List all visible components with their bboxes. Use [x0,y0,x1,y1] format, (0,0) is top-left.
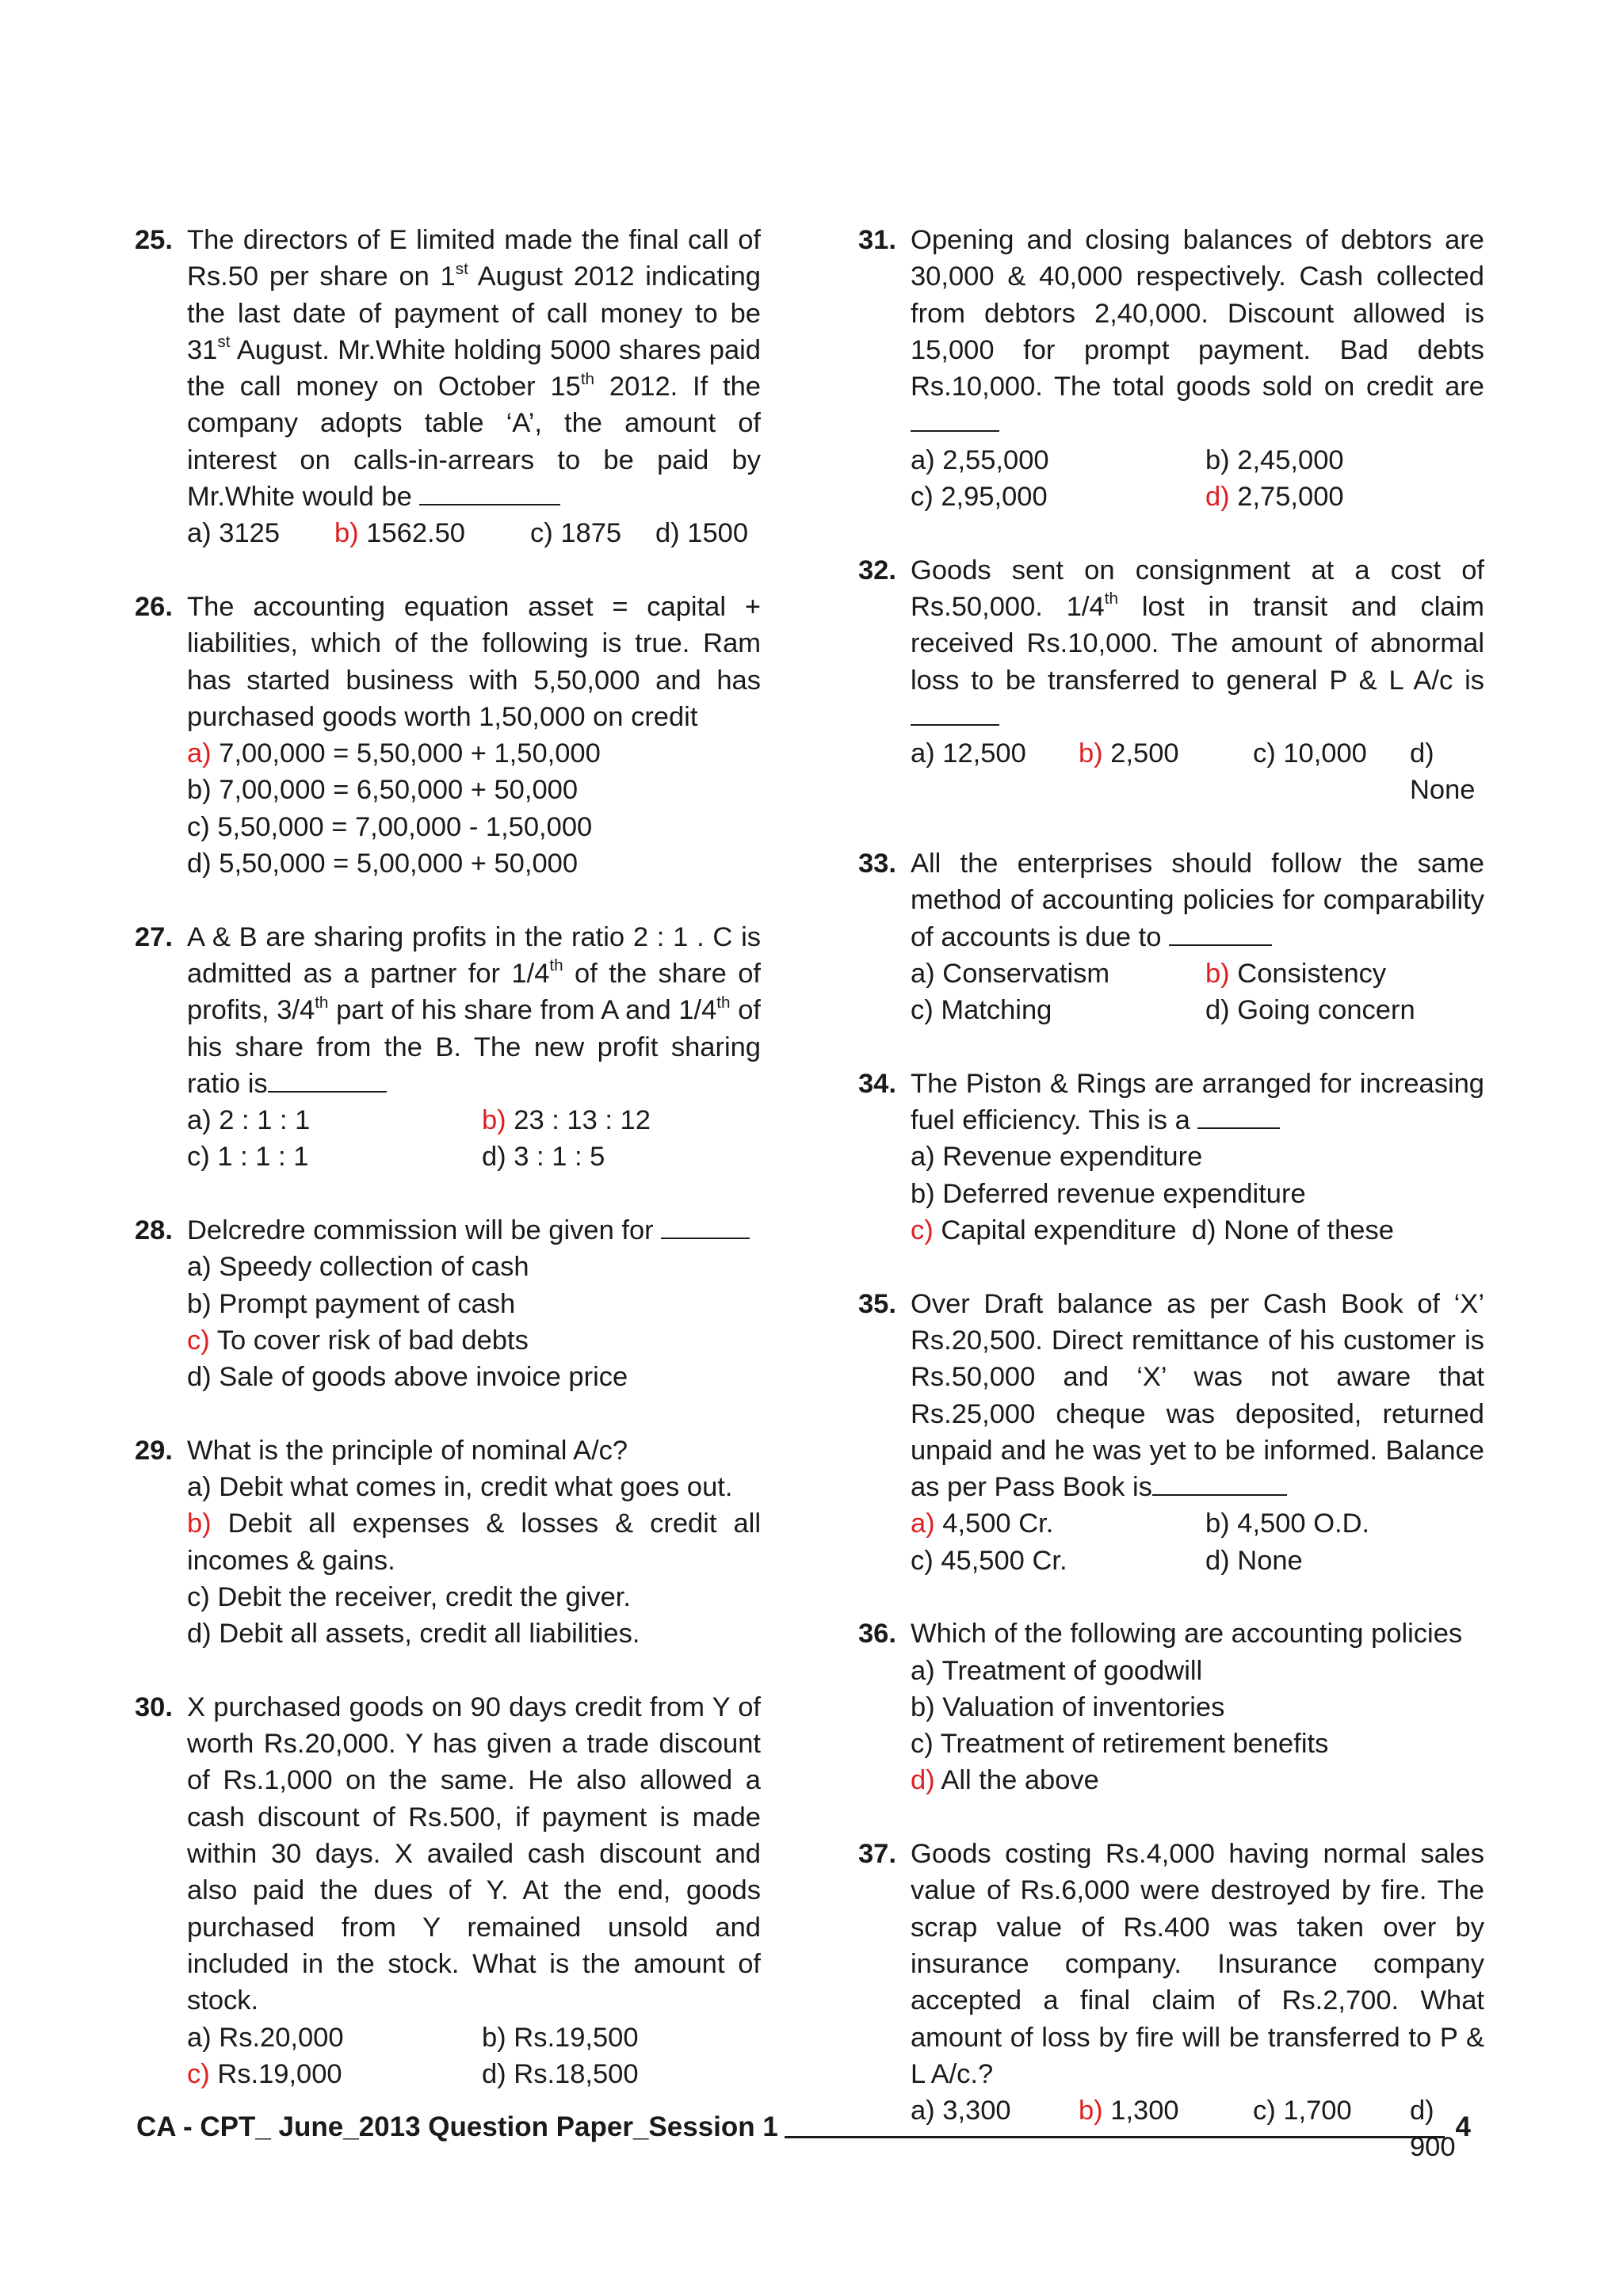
answer-blank [419,480,560,505]
option-b: b) Debit all expenses & losses & credit all incomes & gains. [187,1508,761,1576]
footer-title: CA - CPT_ June_2013 Question Paper_Session 1 [136,2111,778,2142]
option-d: d) None of these [1191,1215,1394,1246]
option-c: c) 1,700 [1253,2096,1352,2126]
option-c: c) 2,95,000 [911,482,1048,513]
option-b: b) 1,300 [1079,2096,1179,2126]
question-stem: Goods costing Rs.4,000 having normal sales value of Rs.6,000 were destroyed by fire. The scrap value of Rs.400 was taken over by insurance company. Insurance company accepted a final claim of Rs.2,700. What amount of loss by fire will be transferred to P & L A/c.? [911,1839,1484,2089]
option-b: b) Prompt payment of cash [187,1288,516,1319]
question-35 [858,1286,1484,1579]
option-a: a) Speedy collection of cash [187,1252,529,1283]
option-c: c) 1 : 1 : 1 [187,1142,309,1173]
question-number: 29. [135,1435,173,1466]
option-d: d) 2,75,000 [1205,482,1344,513]
option-d: d) Debit all assets, credit all liabilities. [187,1619,640,1650]
right-column [858,222,1484,2203]
answer-blank [661,1214,750,1239]
option-c: c) 5,50,000 = 7,00,000 - 1,50,000 [187,811,593,842]
question-stem: Over Draft balance as per Cash Book of ‘X’ Rs.20,500. Direct remittance of his customer is Rs.50,000 and ‘X’ was not aware that Rs.25,000 cheque was deposited, returned unpaid and he was yet to be informed. Balance as per Pass Book is [911,1288,1484,1503]
option-a: a) Rs.20,000 [187,2022,344,2053]
option-b: b) 2,500 [1079,738,1179,769]
options [187,515,761,551]
question-stem: The accounting equation asset = capital + liabilities, which of the following is true. Ram has started business with 5,50,000 and has purchased goods worth 1,50,000 on credit [187,591,761,732]
question-stem: Delcredre commission will be given for [187,1212,761,1249]
options [187,1102,761,1176]
question-34 [858,1066,1484,1249]
answer-blank [268,1067,387,1093]
question-number: 27. [135,921,173,952]
options [911,735,1484,809]
option-b: b) Rs.19,500 [482,2022,639,2053]
question-number: 26. [135,591,173,622]
option-a: a) 4,500 Cr. [911,1508,1054,1539]
option-d: d) 5,50,000 = 5,00,000 + 50,000 [187,849,579,879]
question-stem: X purchased goods on 90 days credit from Y of worth Rs.20,000. Y has given a trade discount of Rs.1,000 on the same. He also allowed a cash discount of Rs.500, if payment is made within 30 days. X availed cash discount and also paid the dues of Y. At the end, goods purchased from Y remained unsold and included in the stock. What is the amount of stock. [187,1691,761,2016]
option-a: a) 12,500 [911,738,1026,769]
question-number: 37. [858,1839,896,1870]
option-d: d) None [1410,738,1476,806]
option-a: a) Conservatism [911,958,1110,989]
question-number: 36. [858,1619,896,1650]
question-30 [135,1689,761,2092]
option-c: c) 1875 [530,518,622,549]
option-a: a) Treatment of goodwill [911,1655,1203,1686]
option-c: c) 10,000 [1253,738,1367,769]
option-c-d-row [911,1212,1484,1249]
option-c: c) 45,500 Cr. [911,1545,1067,1576]
option-c: c) Matching [911,995,1052,1026]
question-32 [858,552,1484,809]
question-26 [135,589,761,882]
option-b: b) Deferred revenue expenditure [911,1178,1306,1209]
question-number: 25. [135,225,173,255]
page-number: 4 [1455,2111,1471,2142]
question-stem: What is the principle of nominal A/c? [187,1435,628,1466]
question-number: 28. [135,1215,173,1246]
option-a: a) Debit what comes in, credit what goes out. [187,1472,733,1503]
options [911,442,1484,516]
question-number: 35. [858,1288,896,1319]
answer-blank [911,406,999,432]
option-a: a) 7,00,000 = 5,50,000 + 1,50,000 [187,738,601,769]
footer-rule [785,2135,1445,2138]
option-b: b) 7,00,000 = 6,50,000 + 50,000 [187,775,579,806]
option-b: b) 23 : 13 : 12 [482,1105,651,1136]
question-29 [135,1432,761,1653]
option-a: a) 3125 [187,518,281,549]
question-stem: All the enterprises should follow the same method of accounting policies for comparability of accounts is due to [911,849,1484,952]
options [187,2019,761,2093]
option-d: d) 3 : 1 : 5 [482,1142,605,1173]
option-c: c) Debit the receiver, credit the giver. [187,1581,631,1612]
option-d: d) All the above [911,1765,1099,1796]
question-number: 33. [858,849,896,879]
question-stem: Opening and closing balances of debtors are 30,000 & 40,000 respectively. Cash collected from debtors 2,40,000. Discount allowed is 15,000 for prompt payment. Bad debts Rs.10,000. The total goods sold on credit are [911,222,1484,442]
left-column [135,222,761,2129]
question-stem: Goods sent on consignment at a cost of Rs.50,000. 1/4th lost in transit and claim received Rs.10,000. The amount of abnormal loss to be transferred to general P & L A/c is [911,552,1484,735]
option-d: d) Going concern [1205,995,1415,1026]
question-25 [135,222,761,552]
question-28 [135,1212,761,1395]
option-a: a) Revenue expenditure [911,1142,1203,1173]
answer-blank [1169,921,1272,946]
option-d: d) 900 [1410,2096,1456,2163]
option-c: c) Treatment of retirement benefits [911,1729,1329,1760]
question-number: 32. [858,555,896,585]
question-stem: A & B are sharing profits in the ratio 2 : 1 . C is admitted as a partner for 1/4th of the share of profits, 3/4th part of his share from A and 1/4th of his share from the B. The new profit sharing ratio is [187,921,762,1099]
option-b: b) Valuation of inventories [911,1691,1225,1722]
option-a: a) 2 : 1 : 1 [187,1105,311,1136]
question-number: 34. [858,1068,896,1099]
option-b: b) 2,45,000 [1205,444,1344,475]
page-footer [136,2111,1471,2143]
options [911,955,1484,1029]
answer-blank [911,700,999,726]
question-stem: The directors of E limited made the final call of Rs.50 per share on 1st August 2012 indicating the last date of payment of call money to be 31st August. Mr.White holding 5000 shares paid the call money on October 15th 2012. If the company adopts table ‘A’, the amount of interest on calls-in-arrears to be paid by Mr.White would be [187,225,761,513]
option-a: a) 3,300 [911,2096,1011,2126]
option-c: c) Rs.19,000 [187,2058,342,2089]
option-d: d) Rs.18,500 [482,2058,639,2089]
answer-blank [1197,1104,1280,1129]
answer-blank [1152,1470,1287,1496]
option-b: b) 4,500 O.D. [1205,1508,1370,1539]
question-stem: The Piston & Rings are arranged for increasing fuel efficiency. This is a [911,1068,1484,1136]
options [911,1505,1484,1579]
question-number: 31. [858,225,896,255]
option-b: b) Consistency [1205,958,1387,989]
question-27 [135,919,761,1176]
question-number: 30. [135,1691,173,1722]
question-31 [858,222,1484,515]
question-36 [858,1615,1484,1798]
option-d: d) Sale of goods above invoice price [187,1362,628,1393]
option-d: d) 1500 [655,518,749,549]
question-33 [858,845,1484,1028]
option-a: a) 2,55,000 [911,444,1049,475]
option-b: b) 1562.50 [334,518,465,549]
option-d: d) None [1205,1545,1303,1576]
question-stem: Which of the following are accounting policies [911,1619,1463,1650]
option-c: c) To cover risk of bad debts [187,1325,529,1356]
option-c: c) Capital expenditure [911,1215,1177,1246]
